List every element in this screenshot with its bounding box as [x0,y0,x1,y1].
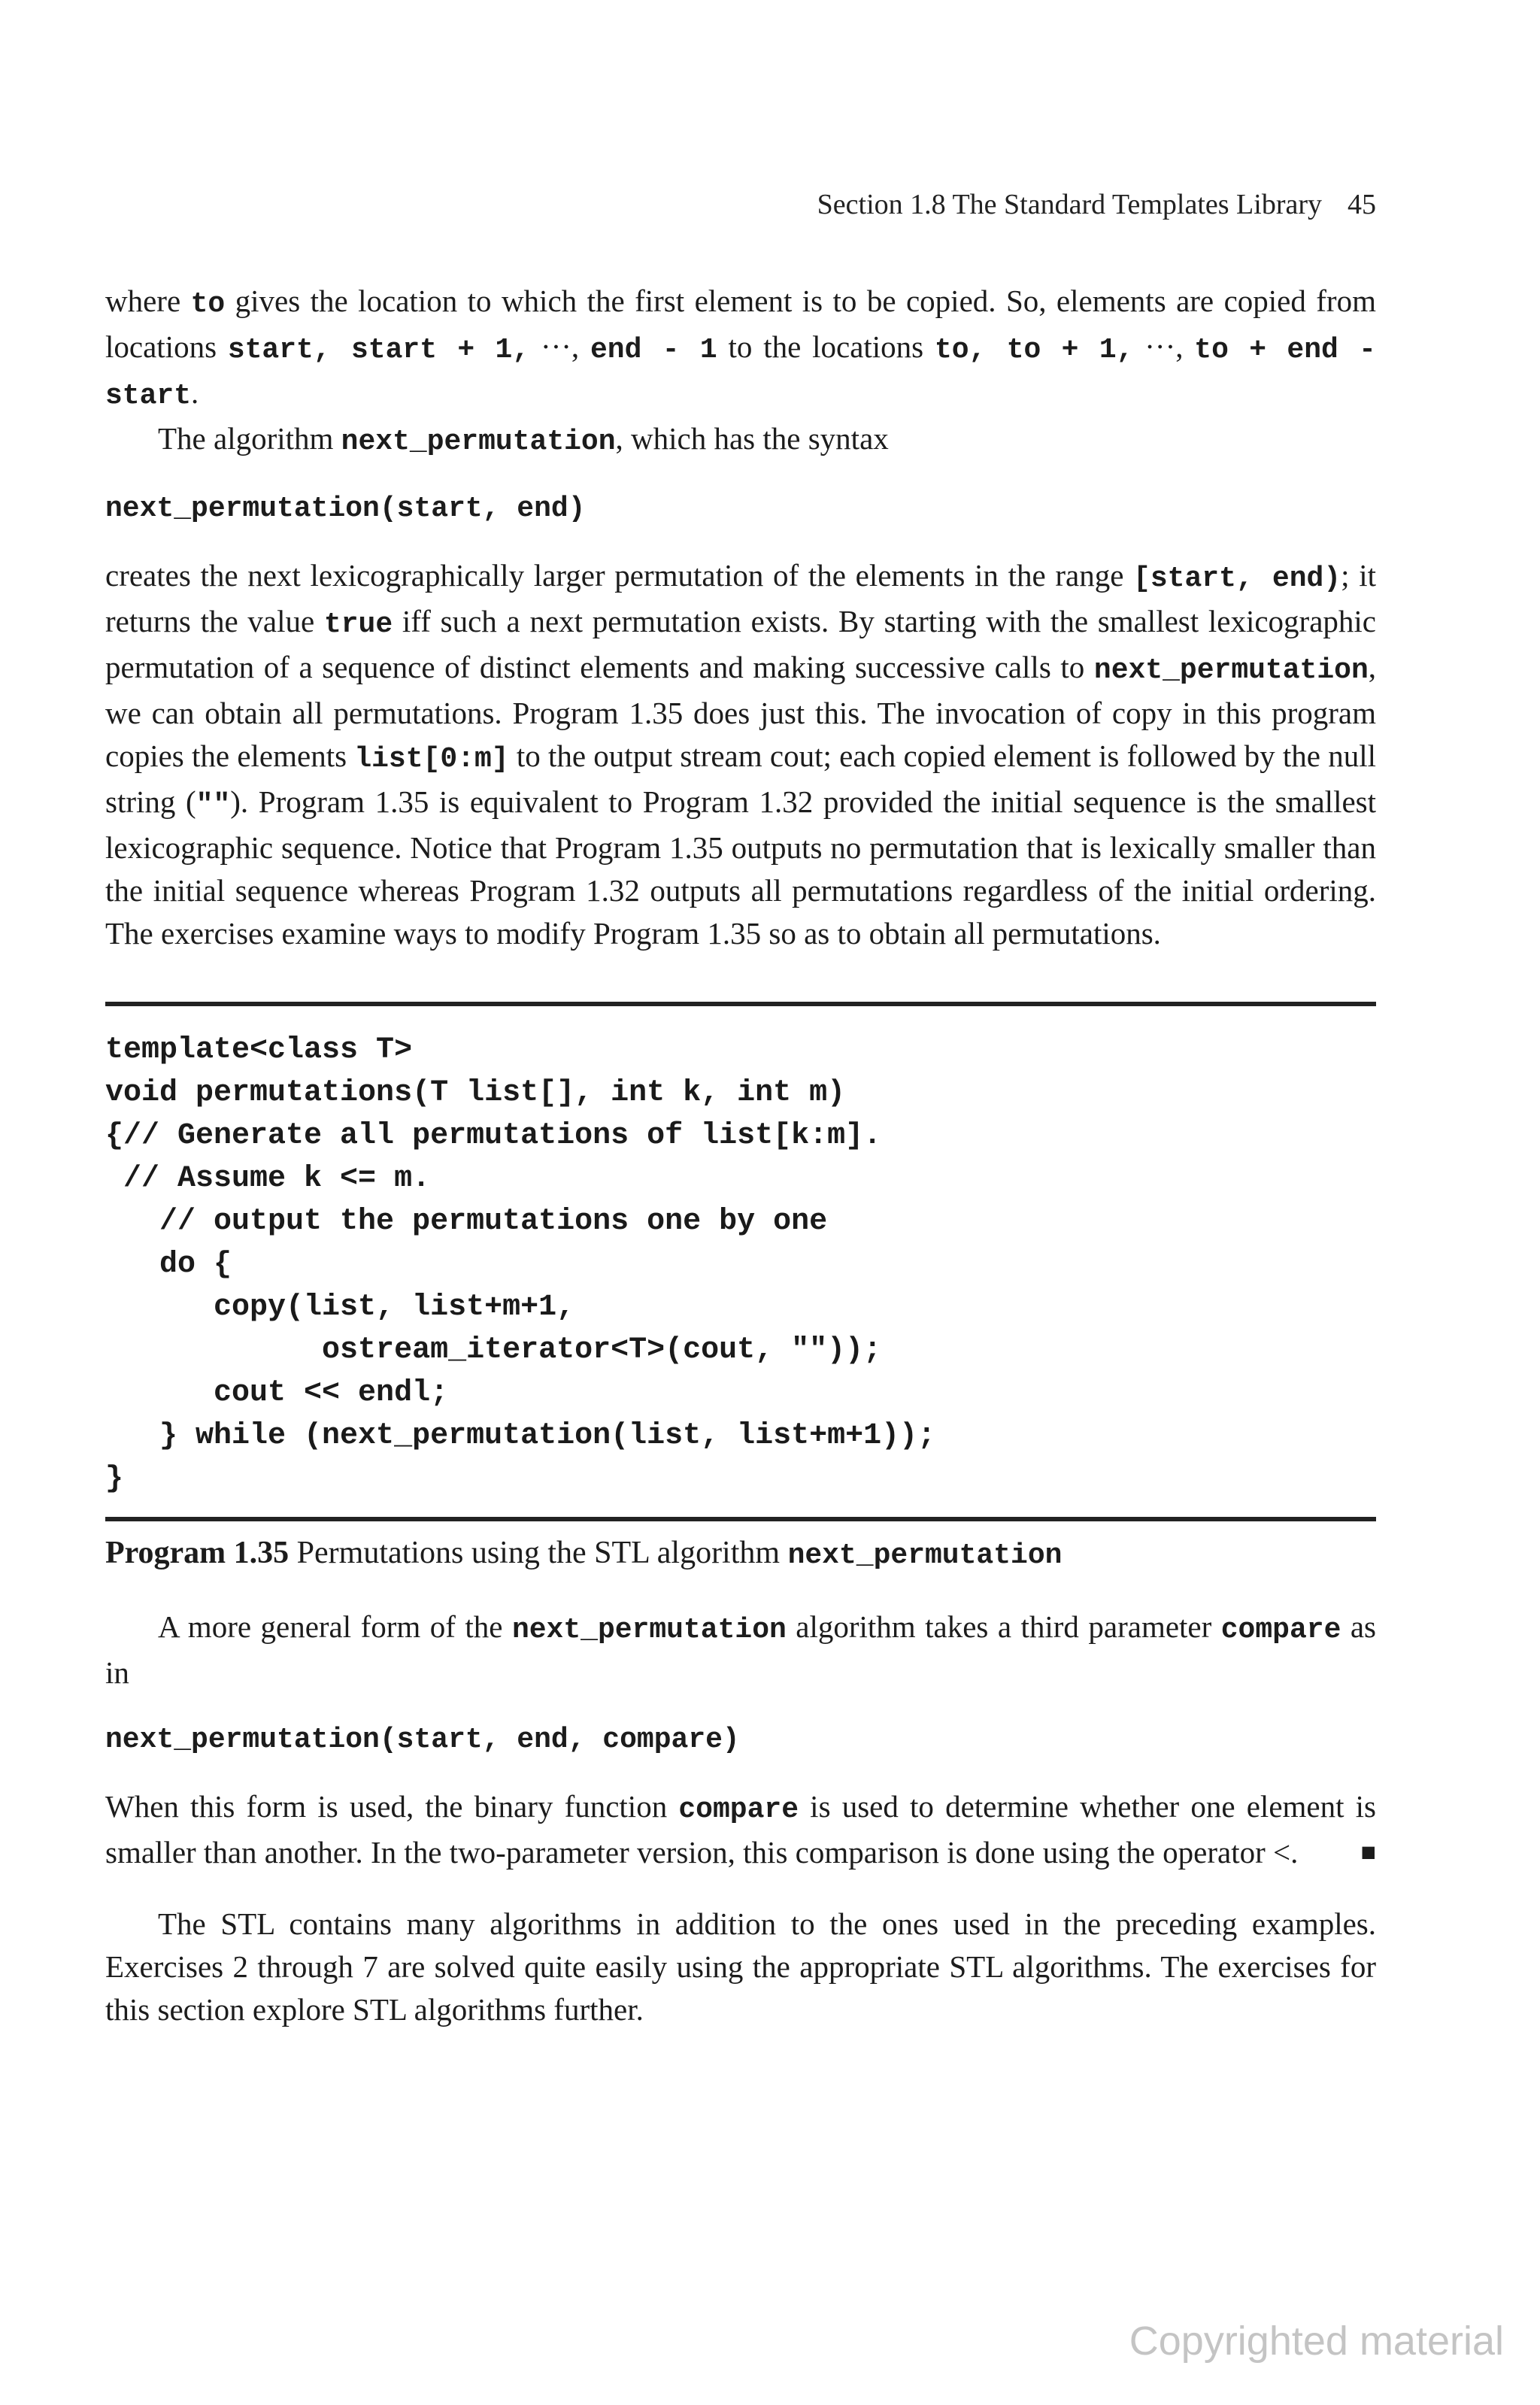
text-run: , which has the syntax [615,421,889,456]
code-run: to, to + 1, [934,334,1134,366]
copyright-watermark: Copyrighted material [1129,2319,1504,2364]
bottom-rule [105,1517,1376,1521]
text-run: . [191,375,199,410]
code-run: list[0:m] [354,743,509,775]
page-body [105,280,1376,2031]
code-run: [start, end) [1133,563,1341,595]
code-run: end - 1 [590,334,717,366]
paragraph-general-form [105,1606,1376,1694]
code-run: true [323,608,393,641]
code-run: "" [196,789,231,821]
section-title: Section 1.8 The Standard Templates Library [817,189,1322,220]
paragraph-compare-function [105,1785,1376,1874]
syntax-display-compare: next_permutation(start, end, compare) [105,1724,740,1756]
code-block: template<class T> void permutations(T list[], int k, int m) {// Generate all permutations of list[k:m]. // Assume k <= m. // output the permutations one by one do { copy(list, list+m+1, ostream_iterator<T>(cout, "")); cout << endl; } while (next_permutation(list, list+m+1)); } [105,1033,936,1496]
code-run: to [190,288,226,320]
text-run: algorithm takes a third parameter [786,1609,1221,1644]
text-run: ). Program 1.35 is equivalent to Program 1.32 provided the initial sequence is the smallest lexicographic sequence. Notice that Program 1.35 outputs no permutation that is lexically smaller than the initial sequence whereas Program 1.32 outputs all permutations regardless of the initial ordering. The exercises examine ways to modify Program 1.35 so as to obtain all permutations. [105,784,1377,951]
code-run: next_permutation [341,426,616,458]
caption-text: Permutations using the STL algorithm [289,1536,788,1570]
running-header [105,188,1376,221]
text-run: as in [105,1609,1377,1690]
code-run: compare [1220,1614,1341,1646]
code-run: to + end - start [105,334,1376,412]
text-run: , we can obtain all permutations. Program 1.35 does just this. The invocation of copy in this program copies the elements [105,650,1376,773]
code-run: start, start + 1, [227,334,530,366]
end-of-example-icon: ■ [1360,1839,1376,1867]
text-run: ···, [529,329,590,364]
page-number: 45 [1348,189,1376,220]
text-run: iff such a next permutation exists. By starting with the smallest lexicographic permutation of a sequence of distinct elements and making successive calls to [105,604,1376,684]
code-run: next_permutation [511,1614,787,1646]
paragraph-next-permutation-description [105,554,1376,955]
text-run: where [105,284,191,318]
top-rule [105,1002,1376,1006]
text-run: gives the location to which the first element is to be copied. So, elements are copied from locations [105,284,1376,364]
syntax-display: next_permutation(start, end) [105,493,586,525]
text-run: ···, [1133,329,1195,364]
program-listing [105,1002,1376,1577]
caption-code: next_permutation [787,1539,1063,1572]
text-run: When this form is used, the binary function [105,1789,679,1824]
code-run: next_permutation [1093,654,1369,687]
paragraph-stl-algorithms: The STL contains many algorithms in addition to the ones used in the preceding examples. Exercises 2 through 7 are solved quite easily using the appropriate STL algorithms. The exercises for this section explore STL algorithms further. [105,1906,1376,2027]
paragraph-copy-locations [105,280,1376,417]
code-run: compare [678,1794,799,1826]
text-run: to the locations [717,329,935,364]
text-run: creates the next lexicographically larger permutation of the elements in the range [105,558,1134,593]
program-caption [105,1532,1376,1577]
text-run: A more general form of the [158,1609,512,1644]
text-run: The algorithm [158,421,341,456]
paragraph-next-permutation-intro [105,417,1376,463]
text-run: to the output stream cout; each copied element is followed by the null string ( [105,738,1376,819]
caption-number: Program 1.35 [105,1536,290,1570]
text-run: ; it returns the value [105,558,1376,638]
text-run: is used to determine whether one element is smaller than another. In the two-parameter version, this comparison is done using the operator <. [105,1789,1377,1870]
